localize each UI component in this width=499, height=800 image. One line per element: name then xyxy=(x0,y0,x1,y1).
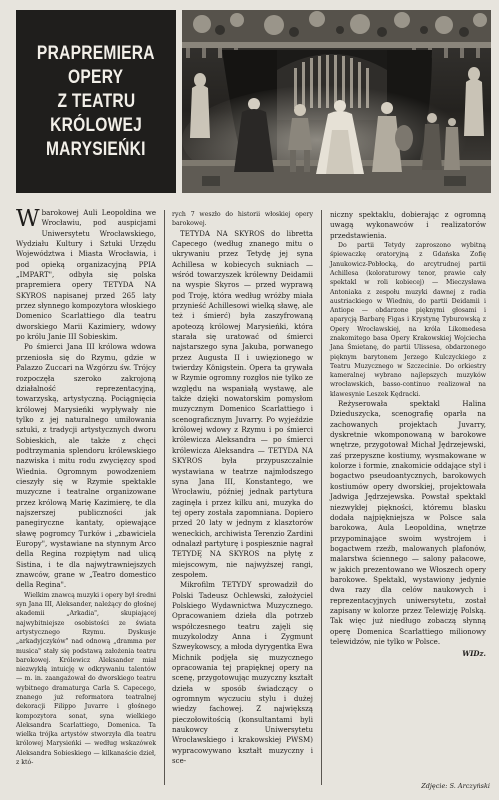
article-paragraph-small: Wielkim znawcą muzyki i opery był średni syn Jana III, Aleksander, należący do głośnej akademii „Arkadia", skupiającej najwybitniejsze osobistości ze świata artystycznego Rzymu. Dyskusje „arkadyjczyków" nad odnową „dramma per musica" stały się podstawą założenia teatru barokowej. Królewicz Aleksander miał niezwykłą intuicję w odkrywaniu talentów — m. in. zaangażował do dworskiego teatru wybitnego dramaturga Carla S. Capecego, znanego już reformatora teatralnej dekoracji Filippo Juvarre i głośnego kompozytora sonat, syna wielkiego Aleksandra Scarlattiego, Domenica. Ta wielka trójka artystów stworzyła dla teatru królowej Marysieńki — według wskazówek Aleksandra Sobieskiego — kilkanaście dzieł, z któ- xyxy=(16,591,156,767)
article-paragraph: Mikrofilm TETYDY sprowadził do Polski Tadeusz Ochlewski, założyciel Polskiego Wydawnictwa Muzycznego. Opracowaniem dzieła dla potrzeb współczesnego teatru zajęli się muzykolodzy Anna i Zygmunt Szweykowscy, a młoda dyrygentka Ewa Michnik podjęła się muzycznego opracowania tej prapięknej opery na scenę, przygotowując muzyczny kształt dzieła w sposób świadczący o ogromnym wyczuciu stylu i dużej wiedzy fachowej. Z największą pieczołowitością (konsultantami byli naukowcy z Uniwersytetu Wrocławskiego i krakowskiej PWSM) wypracowywano kształt muzyczny i sce- xyxy=(172,580,313,766)
article-paragraph: niczny spektaklu, dobierając z ogromną uwagą wykonawców i realizatorów przedstawienia. xyxy=(330,210,486,240)
article-paragraph: Reżyserowała spektakl Halina Dzieduszycka, scenografię oparła na zachowanych projektach Juvarry, dyskretnie wkomponowaną w barokowe wnętrze, przygotował Michał Jędrzejewski, zaś przepyszne kostiumy, wysmakowane w kolorze i formie, znakomicie oddające styl i bogactwo pseudoantycznych, barokowych kostiumów opery dworskiej, projektowała Jadwiga Jędrzejewska. Powstał spektakl niezwykłej piękności, któremu blasku dodała najpiękniejsza w Polsce sala barokowa, Aula Leopoldina, wnętrze przypominające swoim wystrojem i bogactwem rzeźb, malowanych plafonów, malarstwa ściennego — salony pałacowe, w jakich prezentowano we Włoszech opery barokowe. Spektakl, wystawiony jedynie dwa razy dla celów naukowych i reprezentacyjnych uniwersytetu, został zapisany w kolorze przez Telewizję Polską. Tak więc już niedługo zobaczą słynną operę Domenica Scarlattiego milionowy telewidzów, nie tylko w Polsce. xyxy=(330,399,486,646)
title-line-2: OPERY xyxy=(68,66,124,88)
article-paragraph-small: Do partii Tetydy zaproszono wybitną śpiewaczkę oratoryjną z Gdańska Zofię Janukowicz-Pobłocką, do arcytrudnej partii Achillesa (koloraturowy tenor, prawie cały spektakl w roli kobiecej) — Mieczysława Antoniaka z zespołu muzyki dawnej z radia austriackiego w Wiedniu, do partii Deidamii i Antiope — obdarzone pięknymi głosami i aparycją Barbarę Figas i Krystynę Tyburowską z Opery Wrocławskiej, na króla Likomedesa znakomitego basa Opery Krakowskiej Wojciecha Jana Śmietanę, do partii Ulissesa, obdarzonego pięknym barytonem Jerzego Kulczyckiego z Teatru Muzycznego w Szczecinie. Do orkiestry kameralnej wybrano najlepszych muzyków wrocławskich, basso-continuo realizował na klawesynie Leszek Kędracki. xyxy=(330,242,486,398)
column-rule xyxy=(164,210,165,785)
article-paragraph: Po śmierci Jana III królowa wdowa przeniosła się do Rzymu, gdzie w Palazzo Zuccari na Wzgórzu św. Trójcy rozpoczęła szeroko zakrojoną działalność reprezentacyjną, towarzyską, artystyczną. Pociągnięcia królowej Marysieńki wypływały nie tylko z jej naturalnego umiłowania sztuki, z tradycji artystycznych dworu Sobieskich, ale także z chęci podtrzymania splendoru królewskiego nazwiska i mitu rodu zwycięzcy spod Wiednia. Ogromnym powodzeniem cieszyły się w Rzymie spektakle muzyczne i teatralne organizowane przez królową Marię Kazimierę, te dla najszerszej publiczności jak panegiryczne kantaty, opiewające sławę pogromcy Turków i „zbawiciela Europy", wystawiane na stynnym Arco della Regina rozpiętym nad ulicą Sistina, i te dla najwytrawniejszych znawców, grane w „Teatro domestico della Regina". xyxy=(16,342,156,590)
article-column-2 xyxy=(172,210,313,766)
article-paragraph: Wbarokowej Auli Leopoldina we Wrocławiu, pod auspicjami Uniwersytetu Wrocławskiego, Wydziału Kultury i Sztuki Urzędu Województwa i Miasta Wrocławia, i pod opieką organizacyjną PPIA „IMPART", odbyła się polska prapremiera opery TETYDA NA SKYROS napisanej przed 265 laty przez słynnego kompozytora włoskiego Domenico Scarlattiego dla teatru dworskiego Marii Kazimiery, wdowy po królu Janie III Sobieskim. xyxy=(16,206,156,342)
title-block xyxy=(16,10,176,193)
title-line-3: Z TEATRU xyxy=(57,90,135,112)
column-rule xyxy=(321,210,322,785)
article-column-1 xyxy=(16,208,156,767)
title-line-5: MARYSIEŃKI xyxy=(46,138,146,160)
title-line-4: KRÓLOWEJ xyxy=(50,114,142,136)
title-line-1: PRAPREMIERA xyxy=(37,42,155,64)
article-paragraph-small: rych 7 weszło do historii włoskiej opery barokowej. xyxy=(172,211,313,228)
photo-credit: Zdjęcie: S. Arczyński xyxy=(421,782,490,790)
drop-cap: W xyxy=(16,206,40,232)
opera-stage-photo xyxy=(182,10,491,193)
article-column-3 xyxy=(330,210,486,660)
article-paragraph: TETYDA NA SKYROS do libretta Capecego (według znanego mitu o ukrywaniu przez Tetydę jej syna Achillesa w kobiecych sukniach — wśród towarzyszek królewny Deidamii na wyspie Skyros — przed wyprawą pod Troję, która według wróżby miała przynieść Achillesowi wielką sławę, ale też i śmierć) była zaszyfrowaną apoteozą królowej Marysieńki, która starała się uratować od śmierci najstarszego syna Jakuba, porwanego przez Augusta II i uwięzionego w twierdzy Königstein. Opera ta grywała w Rzymie ogromny rozgłos nie tylko ze względu na wspaniałą wystawę, ale także dzięki nowatorskim pomysłom muzycznym Domenico Scarlattiego i scenograficznym Juvarry. Po wyjeździe królowej wdowy z Rzymu i po śmierci królewicza Aleksandra — po śmierci królewicza Aleksandra — TETYDA NA SKYROS była przypuszczalnie wystawiana w teatrze najmłodszego syna Jana III, Konstantego, we Wrocławiu, później jednak partytura zaginęła i przez kilku ani, muzyka do tej opery została zapomniana. Dopiero przed 20 laty w jednym z klasztorów weneckich, archiwista Terenzio Zardini odnalazł partyturę i pospiesznie nagrał TETYDĘ NA SKYROS na płytę z miejscowym, nie najwyższej rangi, zespołem. xyxy=(172,228,313,579)
author-signature: WIDz. xyxy=(462,649,486,659)
